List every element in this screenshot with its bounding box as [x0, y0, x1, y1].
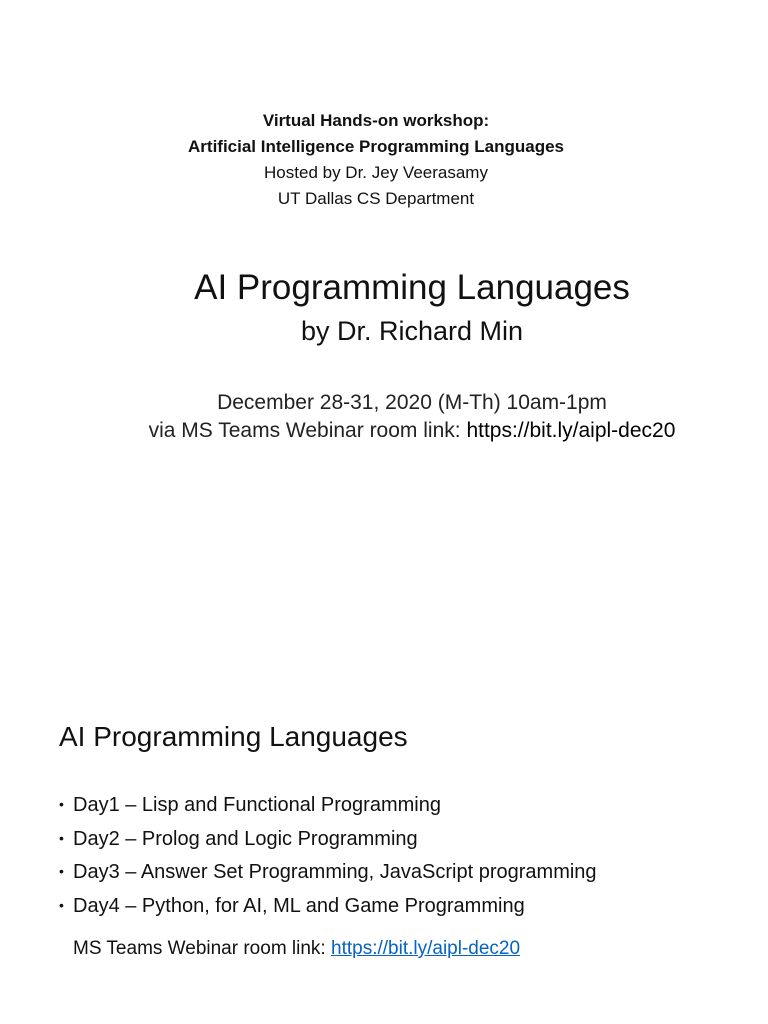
bullet-icon: •: [59, 796, 64, 812]
slide-1-title: AI Programming Languages: [194, 268, 630, 307]
schedule-line: December 28-31, 2020 (M-Th) 10am-1pm: [217, 391, 607, 414]
workshop-name: Artificial Intelligence Programming Languages: [188, 137, 564, 156]
footer-link-line: [73, 935, 520, 963]
workshop-type: Virtual Hands-on workshop:: [262, 111, 490, 130]
list-item: [59, 788, 597, 822]
webinar-link-line: [0, 417, 768, 445]
footer-link[interactable]: https://bit.ly/aipl-dec20: [331, 938, 521, 959]
bullet-icon: •: [59, 896, 64, 913]
presenter-line: by Dr. Richard Min: [300, 316, 524, 346]
bullet-icon: •: [59, 863, 64, 879]
bullet-icon: •: [59, 829, 64, 846]
day-list: [59, 788, 597, 922]
department-line: UT Dallas CS Department: [277, 189, 475, 208]
host-line: Hosted by Dr. Jey Veerasamy: [264, 163, 488, 182]
slide-2-title: AI Programming Languages: [59, 721, 408, 752]
footer-link-prefix: MS Teams Webinar room link:: [73, 938, 331, 959]
list-item: [59, 855, 597, 889]
list-item: [59, 889, 597, 923]
webinar-link-prefix: via MS Teams Webinar room link:: [148, 419, 467, 442]
day-3-text: Day3 – Answer Set Programming, JavaScript programming: [73, 861, 597, 883]
webinar-link-url[interactable]: https://bit.ly/aipl-dec20: [466, 419, 676, 442]
slide-2: [0, 512, 768, 1024]
day-1-text: Day1 – Lisp and Functional Programming: [73, 794, 441, 816]
day-4-text: Day4 – Python, for AI, ML and Game Programming: [73, 894, 525, 917]
list-item: [59, 822, 597, 856]
day-2-text: Day2 – Prolog and Logic Programming: [73, 827, 418, 850]
workshop-header: [0, 108, 752, 212]
